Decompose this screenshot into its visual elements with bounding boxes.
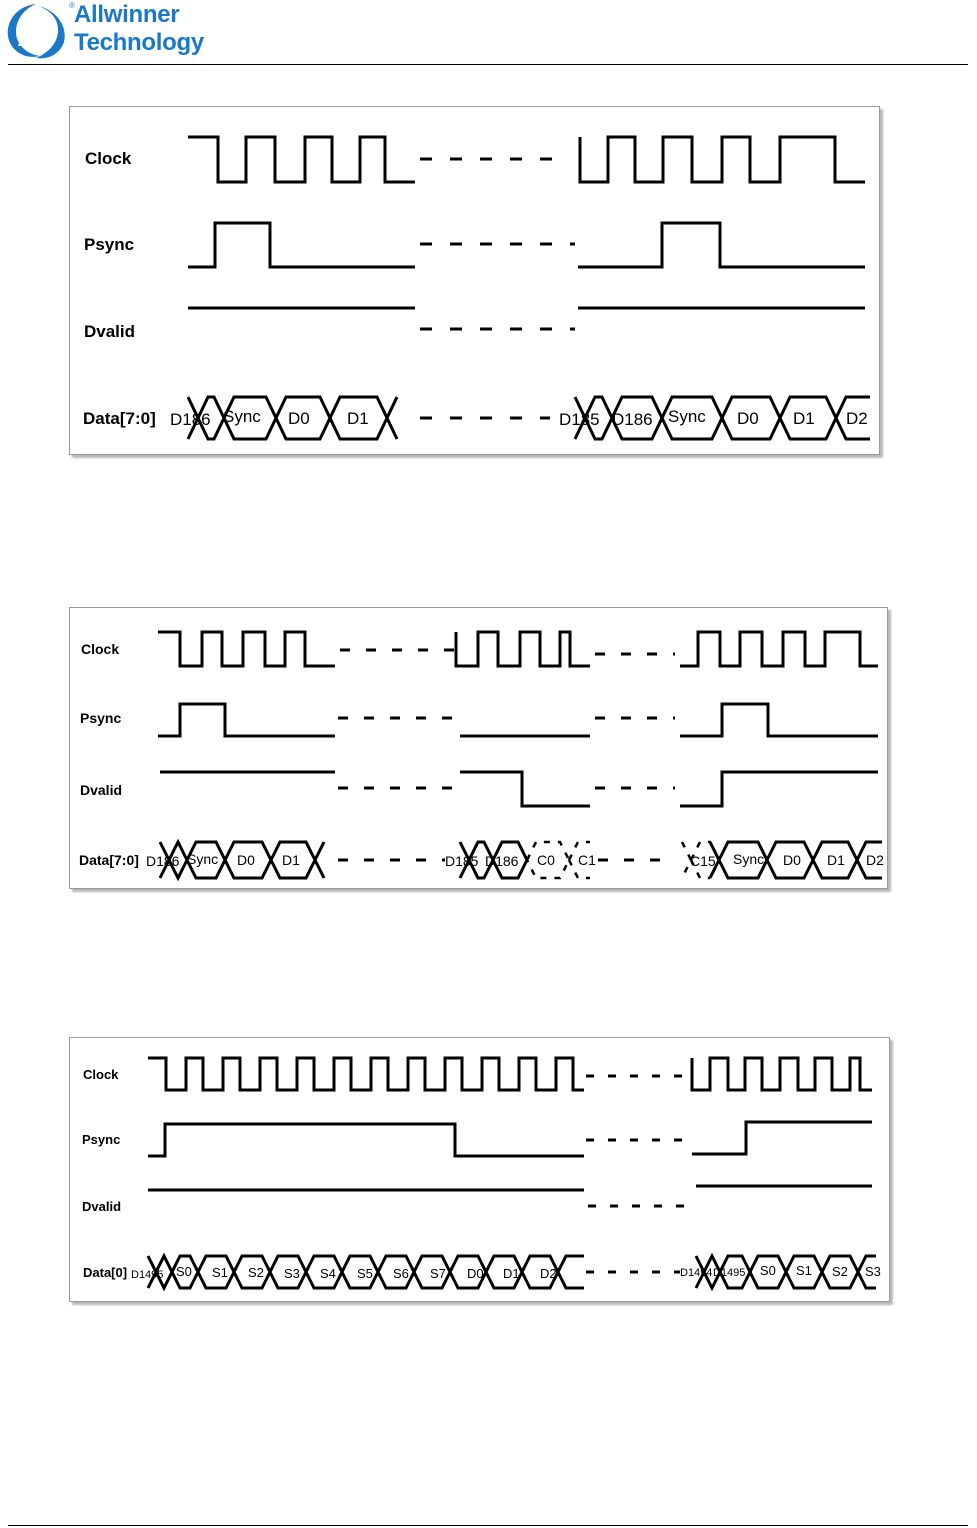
clock-waveform-left bbox=[158, 632, 335, 666]
data-cell: Sync bbox=[223, 407, 261, 426]
psync-waveform-left bbox=[158, 704, 335, 736]
data-cell-dashed: C15 bbox=[690, 853, 716, 869]
data-cell: S1 bbox=[796, 1263, 812, 1278]
timing-diagram-1 bbox=[69, 106, 880, 455]
psync-waveform-right bbox=[578, 223, 865, 267]
brand-line-2: Technology bbox=[74, 29, 204, 56]
psync-label: Psync bbox=[80, 710, 122, 726]
data-cell: D186 bbox=[612, 410, 653, 429]
timing-diagram-1-canvas bbox=[70, 107, 879, 454]
data-cell: D1494 bbox=[680, 1267, 713, 1279]
timing-diagram-3 bbox=[69, 1037, 890, 1302]
data-cell: D0 bbox=[783, 852, 801, 868]
data-cell-dashed: C1 bbox=[578, 852, 596, 868]
data-cell: D186 bbox=[146, 853, 180, 869]
data-cell: S6 bbox=[393, 1266, 409, 1281]
data-cell: S1 bbox=[212, 1265, 228, 1280]
clock-waveform-right bbox=[580, 137, 865, 182]
data-cell: D186 bbox=[170, 410, 211, 429]
data-cell: Sync bbox=[668, 407, 706, 426]
data-cell: D2 bbox=[866, 852, 884, 868]
data-cell: D1495 bbox=[131, 1269, 164, 1281]
data-cell: D2 bbox=[846, 409, 868, 428]
dvalid-label: Dvalid bbox=[80, 782, 123, 798]
clock-waveform-right bbox=[692, 1058, 872, 1090]
psync-label: Psync bbox=[82, 1132, 121, 1147]
data-cell: D0 bbox=[288, 409, 310, 428]
data-cell: Sync bbox=[187, 851, 219, 867]
data-cell: D0 bbox=[467, 1266, 484, 1281]
dvalid-label: Dvalid bbox=[84, 322, 136, 341]
footer-divider bbox=[8, 1525, 968, 1526]
data-cell: S2 bbox=[832, 1264, 848, 1279]
data-label: Data[7:0] bbox=[79, 852, 139, 868]
clock-label: Clock bbox=[81, 641, 120, 657]
clock-waveform-left bbox=[148, 1058, 584, 1090]
brand-name bbox=[74, 1, 204, 57]
data-label: Data[7:0] bbox=[83, 409, 156, 428]
data-cell: S0 bbox=[176, 1264, 192, 1279]
header-divider bbox=[8, 64, 968, 65]
data-cell: S3 bbox=[865, 1264, 881, 1279]
data-cell: D186 bbox=[485, 853, 519, 869]
dvalid-waveform-mid bbox=[460, 772, 590, 806]
psync-waveform-right bbox=[692, 1122, 872, 1154]
data-cell: S5 bbox=[357, 1266, 373, 1281]
data-cell: D1 bbox=[503, 1266, 520, 1281]
data-cell: D185 bbox=[445, 853, 479, 869]
psync-waveform-left bbox=[148, 1124, 584, 1156]
data-cell-dashed: C0 bbox=[537, 852, 555, 868]
dvalid-waveform-right bbox=[680, 772, 878, 806]
clock-label: Clock bbox=[83, 1067, 119, 1082]
data-cell: D1 bbox=[827, 852, 845, 868]
data-cell: D1495 bbox=[713, 1267, 746, 1279]
data-cell: D2 bbox=[540, 1266, 557, 1281]
psync-label: Psync bbox=[84, 235, 135, 254]
timing-diagram-3-canvas bbox=[70, 1038, 889, 1301]
timing-diagram-2-canvas bbox=[70, 608, 887, 888]
clock-waveform-left bbox=[188, 137, 415, 182]
data-label: Data[0] bbox=[83, 1265, 128, 1280]
data-cell: S0 bbox=[760, 1263, 776, 1278]
data-cell: S4 bbox=[320, 1266, 336, 1281]
data-cell: D1 bbox=[282, 852, 300, 868]
allwinner-logo-icon bbox=[2, 2, 70, 60]
data-cell: S2 bbox=[248, 1265, 264, 1280]
psync-waveform-right bbox=[680, 704, 878, 736]
data-cell: D1 bbox=[347, 409, 369, 428]
data-cell: D0 bbox=[737, 409, 759, 428]
page-header bbox=[0, 0, 977, 66]
dvalid-label: Dvalid bbox=[82, 1199, 122, 1214]
data-cell: S7 bbox=[430, 1266, 446, 1281]
data-cell: S3 bbox=[284, 1266, 300, 1281]
data-cell: D0 bbox=[237, 852, 255, 868]
data-cell: D1 bbox=[793, 409, 815, 428]
clock-waveform-mid bbox=[456, 632, 590, 666]
registered-mark: ® bbox=[69, 1, 75, 10]
data-cell: D185 bbox=[559, 410, 600, 429]
psync-waveform-left bbox=[188, 223, 415, 267]
clock-label: Clock bbox=[85, 149, 132, 168]
timing-diagram-2 bbox=[69, 607, 888, 889]
clock-waveform-right bbox=[680, 632, 878, 666]
data-cell: Sync bbox=[733, 851, 765, 867]
brand-line-1: Allwinner bbox=[74, 1, 180, 28]
